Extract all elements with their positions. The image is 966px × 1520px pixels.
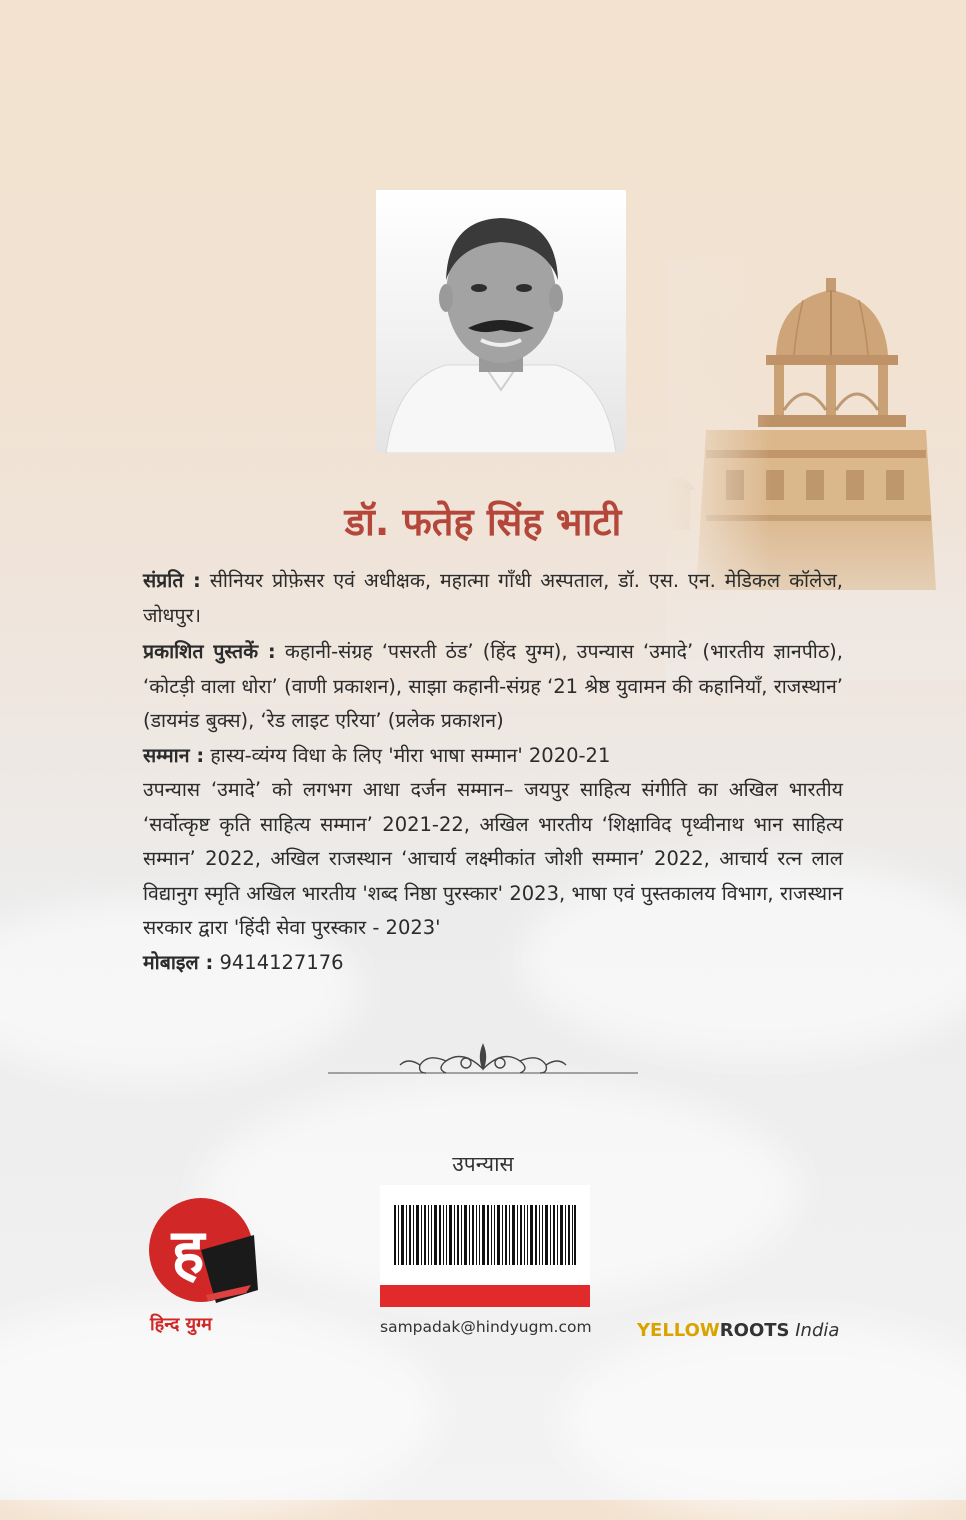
author-name: डॉ. फतेह सिंह भाटी [344,500,622,544]
bio-books [143,635,843,739]
bio-mobile [143,946,843,981]
books-text: कहानी-संग्रह ‘पसरती ठंड’ (हिंद युग्म), उपन्यास ‘उमादे’ (भारतीय ज्ञानपीठ), ‘कोटड़ी वाला धोरा’ (वाणी प्रकाशन), साझा कहानी-संग्रह ‘21 श्रेष्ठ युवामन की कहानियाँ, राजस्थान’ (डायमंड बुक्स), ‘रेड लाइट एरिया’ (प्रलेक प्रकाशन) [143,640,843,732]
cloud-decoration [0,1300,440,1520]
mobile-label: मोबाइल : [143,950,214,974]
awards-label: सम्मान : [143,743,205,767]
publisher-email[interactable]: sampadak@hindyugm.com [380,1318,592,1336]
yellowroots-india: India [795,1320,840,1341]
yellowroots-yellow: YELLOW [637,1320,720,1341]
yellowroots-logo [637,1320,839,1341]
yellowroots-roots: ROOTS [719,1320,790,1341]
bio-awards-more: उपन्यास ‘उमादे’ को लगभग आधा दर्जन सम्मान– जयपुर साहित्य संगीति का अखिल भारतीय ‘सर्वोत्कृष्ट कृति साहित्य सम्मान’ 2021-22, अखिल भारतीय ‘शिक्षाविद पृथ्वीनाथ भान साहित्य सम्मान’ 2022, अखिल राजस्थान ‘आचार्य लक्ष्मीकांत जोशी सम्मान’ 2022, आचार्य रत्न लाल विद्यानुग स्मृति अखिल भारतीय 'शब्द निष्ठा पुरस्कार' 2023, भाषा एवं पुस्तकालय विभाग, राजस्थान सरकार द्वारा 'हिंदी सेवा पुरस्कार - 2023' [143,778,843,939]
hind-yugm-logo-text: हिन्द युग्म [150,1314,212,1335]
author-bio [143,564,843,980]
mobile-text: 9414127176 [213,950,344,974]
author-photo [376,190,626,453]
ornament-divider [328,1035,638,1085]
hind-yugm-logo [146,1195,266,1305]
samprati-label: संप्रति : [143,569,201,592]
barcode [380,1185,590,1307]
samprati-text: सीनियर प्रोफ़ेसर एवं अधीक्षक, महात्मा गाँधी अस्पताल, डॉ. एस. एन. मेडिकल कॉलेज, जोधपुर। [143,569,843,627]
barcode-red-strip [380,1285,590,1307]
barcode-bars [394,1205,576,1265]
books-label: प्रकाशित पुस्तकें : [143,640,276,663]
svg-text:ह: ह [171,1215,205,1288]
cloud-decoration [560,1320,966,1520]
genre-label: उपन्यास [452,1152,514,1176]
bio-samprati [143,564,843,633]
awards-text: हास्य-व्यंग्य विधा के लिए 'मीरा भाषा सम्मान' 2020-21 [204,743,611,767]
bio-awards [143,739,843,774]
